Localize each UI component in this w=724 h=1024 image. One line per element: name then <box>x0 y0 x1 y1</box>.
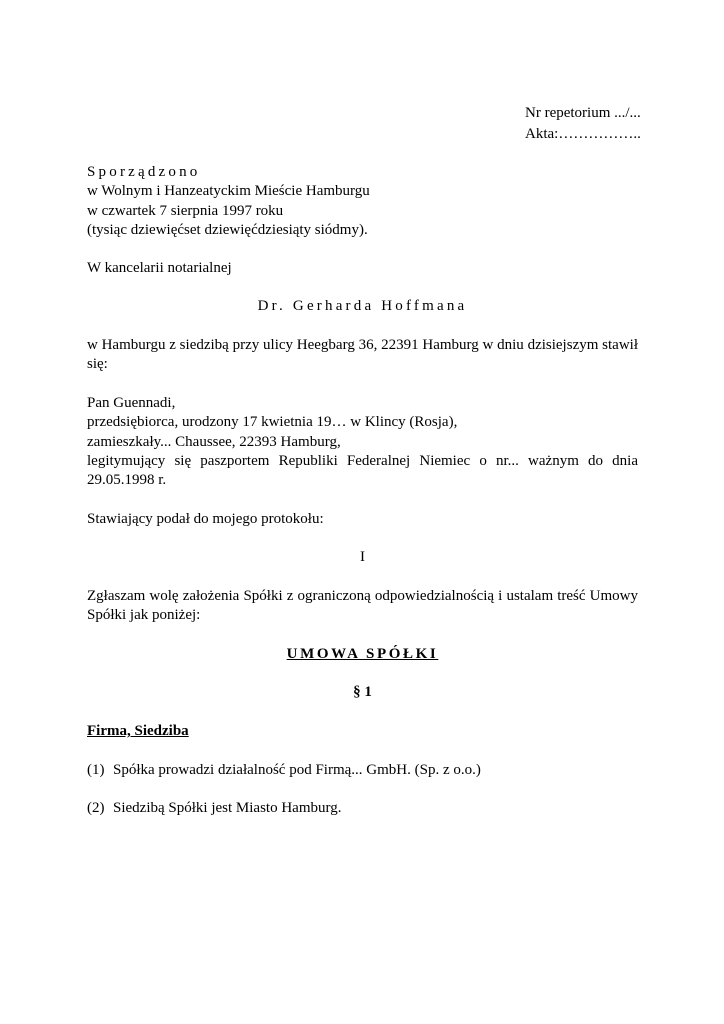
date-words-line: (tysiąc dziewięćset dziewięćdziesiąty siódmy). <box>87 222 368 238</box>
office-address-line1: w Hamburgu z siedzibą przy ulicy Heegbarg 36, 22391 Hamburg w dniu dzisiejszym stawił <box>87 337 638 353</box>
declaration-line2: Spółki jak poniżej: <box>87 607 201 623</box>
section-heading: Firma, Siedziba <box>87 723 189 739</box>
protocol-statement: Stawiający podał do mojego protokołu: <box>87 511 324 527</box>
declaration-line1: Zgłaszam wolę założenia Spółki z ograniczoną odpowiedzialnością i ustalam treść Umowy <box>87 588 638 604</box>
person-residence: zamieszkały... Chaussee, 22393 Hamburg, <box>87 434 341 450</box>
sporzadzono-heading: Sporządzono <box>87 164 201 180</box>
office-intro: W kancelarii notarialnej <box>87 260 232 276</box>
person-id-line1: legitymujący się paszportem Republiki Federalnej Niemiec o nr... ważnym do dnia <box>87 453 638 469</box>
roman-numeral: I <box>360 549 365 565</box>
list-item-number: (1) <box>87 762 105 778</box>
person-id-line2: 29.05.1998 r. <box>87 472 167 488</box>
akta-number: Akta:…………….. <box>525 126 641 142</box>
notary-name: Dr. Gerharda Hoffmana <box>257 298 468 314</box>
section-number: § 1 <box>353 684 372 700</box>
contract-title: UMOWA SPÓŁKI <box>286 646 439 662</box>
list-item <box>87 761 481 780</box>
person-born: przedsiębiorca, urodzony 17 kwietnia 19… w Klincy (Rosja), <box>87 414 458 430</box>
list-item-text: Spółka prowadzi działalność pod Firmą... GmbH. (Sp. z o.o.) <box>113 762 481 778</box>
date-line: w czwartek 7 sierpnia 1997 roku <box>87 203 284 219</box>
list-item-number: (2) <box>87 800 105 816</box>
repertorium-number: Nr repetorium .../... <box>525 105 641 121</box>
list-item <box>87 799 341 818</box>
person-name: Pan Guennadi, <box>87 395 176 411</box>
office-address-line2: się: <box>87 356 108 372</box>
place-line: w Wolnym i Hanzeatyckim Mieście Hamburgu <box>87 183 370 199</box>
list-item-text: Siedzibą Spółki jest Miasto Hamburg. <box>113 800 342 816</box>
